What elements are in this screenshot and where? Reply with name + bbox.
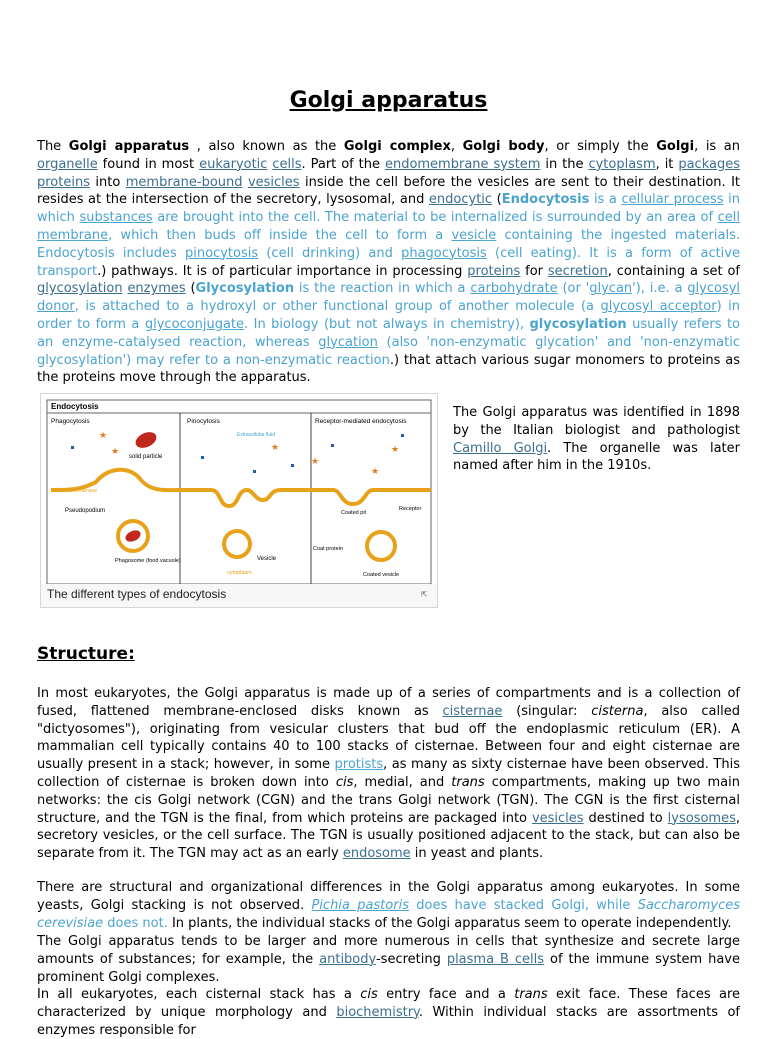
endocytosis-figure (40, 393, 438, 608)
svg-text:★: ★ (111, 446, 120, 456)
text-span: In all eukaryotes, each cisternal stack has a (37, 987, 361, 1002)
figure-side-text (453, 404, 740, 475)
vesicle-shape (224, 531, 250, 557)
text-span: In plants, the individual stacks of the Golgi apparatus seem to operate independently. (167, 915, 732, 931)
text-span: '), i.e. a (632, 281, 688, 297)
text-link[interactable]: glycosyl donor (37, 281, 741, 315)
text-link[interactable]: cellular process (621, 192, 724, 208)
text-span: destined to (583, 810, 668, 826)
text-span: for (520, 263, 548, 279)
expand-icon: ⇱ (421, 590, 428, 599)
faces-paragraph (37, 986, 740, 1039)
endocytosis-diagram (41, 394, 437, 607)
text-span: , medial, and (353, 774, 452, 790)
text-span: , also known as the (189, 139, 344, 154)
text-link[interactable]: vesicles (531, 810, 584, 826)
text-span: The Golgi apparatus was identified in 1898 by the Italian biologist and pathologist (453, 405, 740, 438)
text-link[interactable]: vesicles (247, 174, 300, 190)
text-span: Saccharomyces cerevisiae (37, 897, 740, 931)
text-span: cis (360, 987, 378, 1002)
text-span: of the immune system have prominent Golgi complexes. (37, 951, 740, 985)
label-receptor: Receptor (399, 506, 422, 512)
text-span: Endocytosis (501, 192, 590, 208)
text-span: . Within individual stacks are assortments of enzymes responsible for (37, 1004, 740, 1038)
text-span: In most eukaryotes, the Golgi apparatus is made up of a series of compartments and is a collection of fused, flattened membrane-enclosed disks known as (37, 686, 740, 719)
text-link[interactable]: cell membrane (37, 210, 740, 243)
text-span: does have stacked Golgi, while (408, 897, 638, 913)
text-span: , is attached to a hydroxyl or other functional group of another molecule (a (74, 299, 601, 315)
text-span: (cell eating). It is a form of active transport (37, 245, 740, 279)
text-span: ( (492, 192, 502, 208)
text-link[interactable]: phagocytosis (401, 245, 487, 261)
text-link[interactable]: biochemistry (336, 1004, 419, 1020)
text-link[interactable]: protists (334, 757, 384, 773)
text-link[interactable]: endosome (342, 846, 411, 862)
text-span: (also 'non-enzymatic glycation' and 'non-enzymatic glycosylation') may refer to a non-enzymatic reaction (37, 334, 740, 368)
text-span: , is an (694, 139, 741, 154)
svg-text:★: ★ (311, 456, 320, 466)
text-link[interactable]: packages proteins (37, 156, 740, 190)
text-link[interactable]: membrane-bound (125, 174, 243, 190)
text-link[interactable]: secretion (547, 263, 608, 279)
label-coat-protein: Coat protein (313, 546, 343, 552)
text-link[interactable]: organelle (37, 156, 98, 172)
text-link[interactable]: cisternae (442, 703, 503, 719)
text-span: is the reaction in which a (294, 281, 471, 297)
text-link[interactable]: glycosylation (37, 281, 123, 297)
text-span: The Golgi apparatus tends to be larger and more numerous in cells that synthesize and secrete large amounts of substances; for example, the (37, 934, 740, 967)
label-solid-particle: solid particle (129, 454, 163, 460)
text-span: Golgi (656, 139, 695, 154)
page-title: Golgi apparatus (289, 88, 488, 113)
text-link[interactable]: Pichia pastoris (311, 897, 409, 913)
label-coated-pit: Coated pit (341, 510, 367, 516)
text-span: . The organelle was later named after him in the 1910s. (453, 440, 740, 474)
intro-paragraph (37, 138, 740, 387)
text-link[interactable]: proteins (467, 263, 521, 279)
text-span: compartments, making up two main networks: the cis Golgi network (CGN) and the trans Golgi network (TGN). The CGN is the first cisternal structure, and the TGN is the final, from which proteins are packaged into (37, 774, 740, 826)
panel-label-phagocytosis: Phagocytosis (51, 418, 90, 425)
text-span: Glycosylation (195, 281, 295, 297)
text-span: exit face. These faces are characterized by unique morphology and (37, 987, 741, 1020)
text-span: into (89, 174, 126, 190)
size-paragraph (37, 933, 740, 986)
label-coated-vesicle: Coated vesicle (363, 572, 400, 578)
svg-text:★: ★ (99, 430, 108, 440)
text-span: . In biology (but not always in chemistry), (244, 316, 530, 332)
text-span: There are structural and organizational differences in the Golgi apparatus among eukaryotes. In some yeasts, Golgi stacking is not observed. (37, 880, 740, 913)
svg-text:★: ★ (271, 442, 280, 452)
text-span: containing the ingested materials. Endocytosis includes (37, 227, 741, 261)
text-span: , containing a set of (607, 263, 741, 279)
label-plasma-membrane: Plasma membrane (51, 488, 98, 494)
text-span: -secreting (375, 951, 447, 967)
text-link[interactable]: glycan (589, 281, 633, 297)
text-span: , as many as sixty cisternae have been observed. This collection of cisternae is broken down into (37, 757, 740, 790)
text-link[interactable]: carbohydrate (470, 281, 558, 297)
text-span: are brought into the cell. The material to be internalized is surrounded by an area of (152, 210, 718, 226)
figure-caption: The different types of endocytosis (47, 587, 227, 601)
text-link[interactable]: pinocytosis (185, 245, 259, 261)
text-span: . Part of the (301, 156, 385, 172)
text-span: Golgi apparatus (68, 139, 190, 154)
svg-text:★: ★ (391, 444, 400, 454)
text-span: found in most (97, 156, 200, 172)
label-pseudopodium: Pseudopodium (65, 508, 106, 514)
text-span: entry face and a (377, 987, 515, 1002)
text-span: in yeast and plants. (410, 846, 544, 862)
text-span: , which then buds off inside the cell to form a (108, 227, 452, 243)
text-link[interactable]: eukaryotic (199, 156, 268, 172)
differences-paragraph (37, 879, 740, 932)
text-span: , it (655, 156, 679, 172)
label-cytoplasm: cytoplasm (227, 570, 252, 576)
text-span: Golgi complex (343, 139, 451, 154)
text-link[interactable]: glycosyl acceptor (600, 299, 717, 315)
text-link[interactable]: cells (272, 156, 302, 172)
diagram-heading: Endocytosis (51, 402, 99, 411)
text-link[interactable]: Camillo Golgi (453, 440, 548, 456)
text-link[interactable]: substances (79, 210, 153, 226)
text-span: trans (514, 987, 548, 1002)
label-extracellular-fluid: Extracellular fluid (237, 432, 276, 438)
text-span: ( (185, 281, 196, 297)
text-span: , or simply the (544, 139, 657, 154)
text-span: in the (540, 156, 589, 172)
text-link[interactable]: lysosomes (667, 810, 736, 826)
text-link[interactable]: antibody (319, 951, 376, 967)
text-span: usually refers to an enzyme-catalysed reaction, whereas (37, 316, 740, 350)
text-span: , also called "dictyosomes"), originating from vesicular clusters that bud off the endoplasmic reticulum (ER). A mammalian cell typically contains 40 to 100 stacks of cisternae. Between four and eight cisternae are usually present in a stack; however, in some (37, 703, 740, 773)
panel-label-receptor-mediated: Receptor-mediated endocytosis (315, 418, 407, 425)
text-span: .) that attach various sugar monomers to proteins as the proteins move through the apparatus. (37, 352, 740, 386)
text-link[interactable]: cytoplasm (588, 156, 656, 172)
coated-vesicle-shape (367, 532, 395, 560)
text-span: in which (37, 192, 741, 226)
text-link[interactable]: enzymes (127, 281, 186, 297)
text-span: glycosylation (529, 316, 627, 332)
text-link[interactable]: glycoconjugate (144, 316, 245, 332)
text-span: , (450, 139, 463, 154)
structure-paragraph (37, 685, 740, 863)
text-span: , secretory vesicles, or the cell surface. The TGN is usually positioned adjacent to the stack, but can also be separate from it. The TGN may act as an early (37, 810, 741, 862)
text-link[interactable]: vesicle (451, 227, 497, 243)
text-span: does not. (103, 915, 168, 931)
text-span: cis (335, 774, 354, 790)
svg-text:★: ★ (371, 466, 380, 476)
text-span: ) in order to form a (37, 299, 740, 332)
text-span: is a (589, 192, 622, 208)
text-span: (singular: (502, 703, 592, 719)
text-link[interactable]: glycation (318, 334, 378, 350)
text-span: trans (451, 774, 485, 790)
text-span: Golgi body (462, 139, 545, 154)
text-span: (or ' (557, 281, 590, 297)
panel-label-pinocytosis: Pinocytosis (187, 418, 220, 425)
text-span: The (37, 139, 69, 154)
text-link[interactable]: endocytic (428, 192, 493, 208)
text-link[interactable]: endomembrane system (384, 156, 541, 172)
structure-heading: Structure: (37, 644, 135, 664)
text-span: cisterna (591, 703, 644, 719)
label-vesicle: Vesicle (257, 556, 277, 562)
text-link[interactable]: plasma B cells (446, 951, 545, 967)
text-span: inside the cell before the vesicles are sent to their destination. It resides at the intersection of the secretory, lysosomal, and (37, 174, 741, 208)
text-span: .) pathways. It is of particular importance in processing (97, 263, 468, 279)
label-phagosome: Phagosome (food vacuole) (115, 558, 181, 564)
text-span: (cell drinking) and (258, 245, 402, 261)
